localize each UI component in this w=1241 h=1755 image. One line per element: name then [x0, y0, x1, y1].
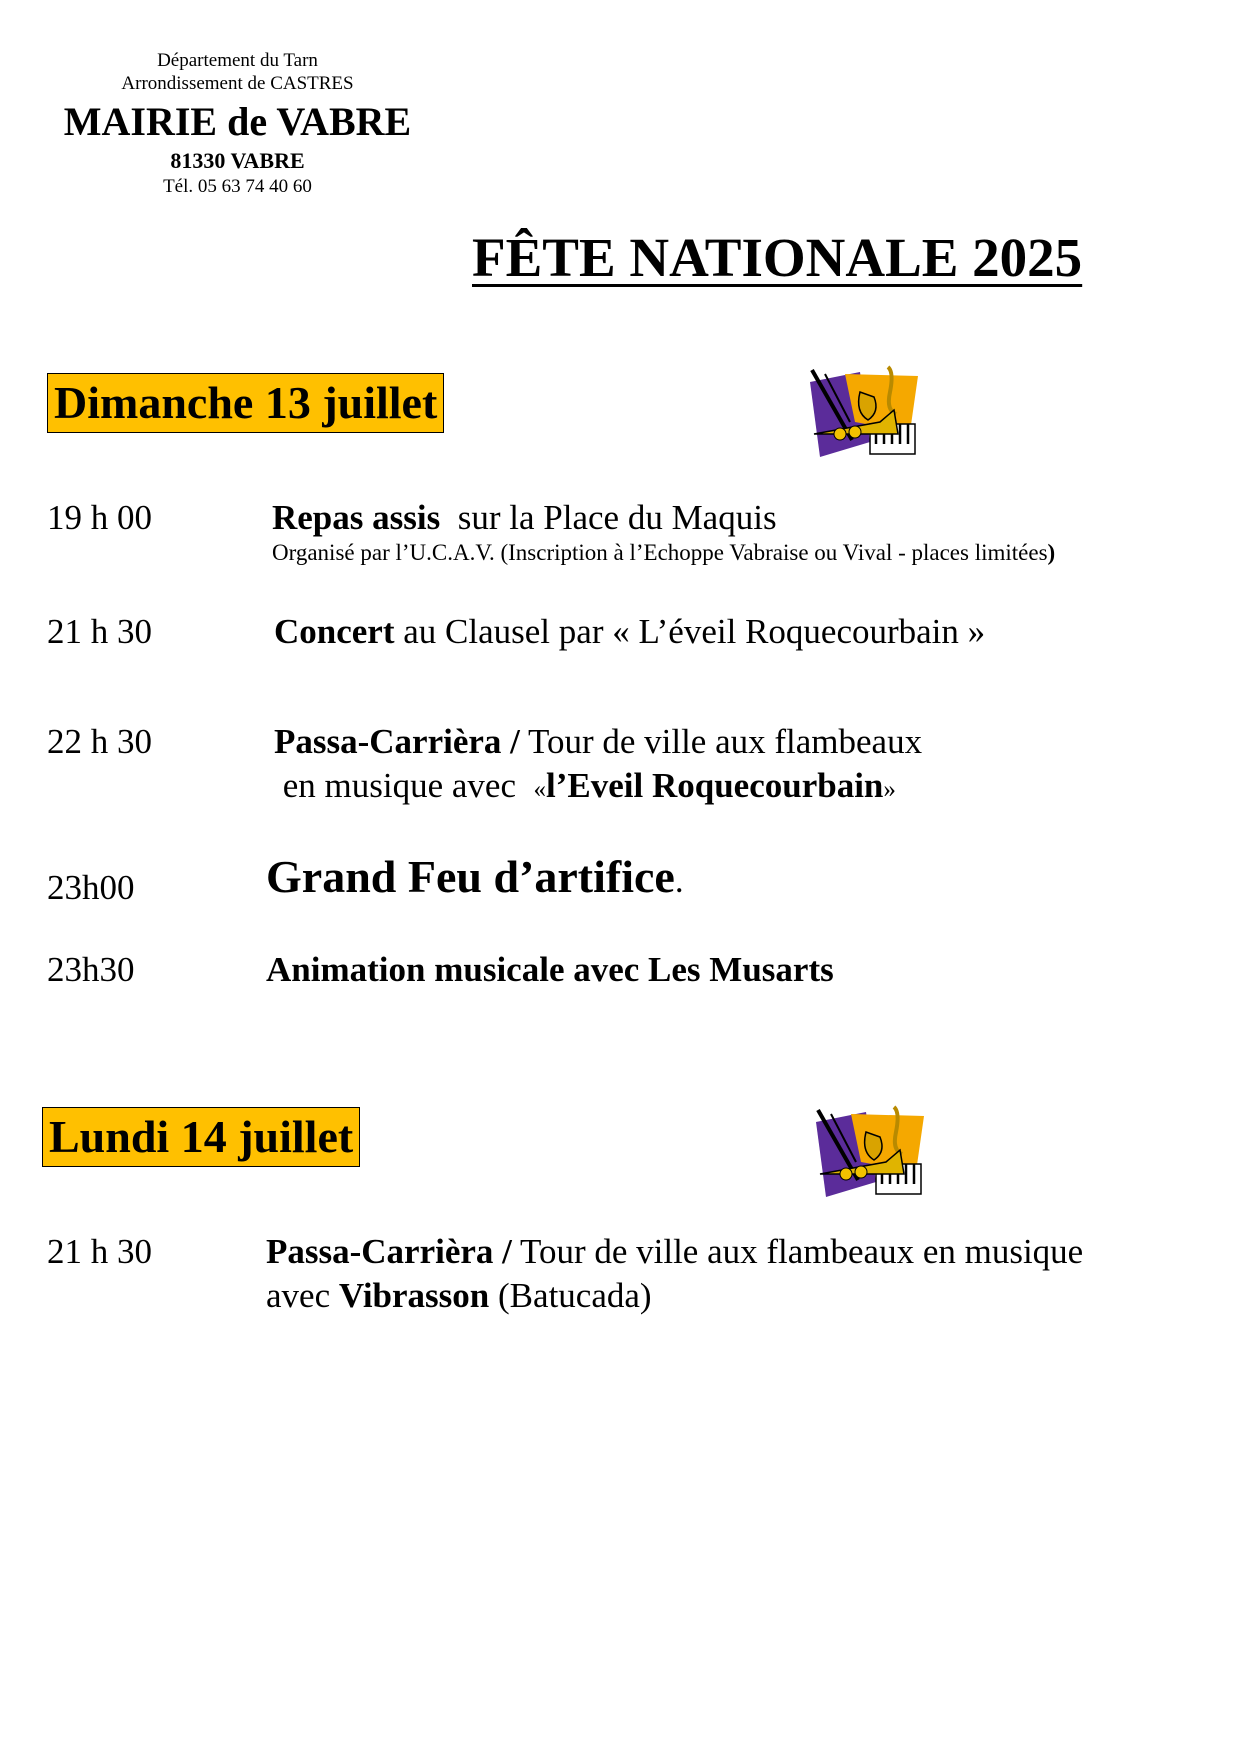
quote-open: « [533, 776, 546, 803]
event-title: Passa-Carrièra / [274, 722, 520, 761]
postal-address: 81330 VABRE [170, 148, 305, 173]
event-time: 23h00 [47, 868, 135, 907]
event-performer: Vibrasson [338, 1276, 490, 1315]
event-time: 22 h 30 [47, 722, 152, 761]
event-description [272, 498, 777, 538]
event-text: avec [266, 1276, 339, 1315]
event-time: 21 h 30 [47, 612, 152, 651]
page-title: FÊTE NATIONALE 2025 [472, 227, 1083, 288]
quote-close: » [883, 776, 896, 803]
event-description [274, 722, 922, 762]
event-text: au Clausel par « L’éveil Roquecourbain » [394, 612, 986, 651]
arrondissement-label: Arrondissement de CASTRES [121, 73, 354, 94]
event-title: Passa-Carrièra / [266, 1232, 512, 1271]
event-text: Tour de ville aux flambeaux [519, 722, 923, 761]
event-text: . [674, 861, 684, 900]
event-description [274, 612, 985, 652]
event-text: en musique avec [274, 766, 534, 805]
event-time: 19 h 00 [47, 498, 152, 537]
day-label-sunday: Dimanche 13 juillet [47, 373, 444, 433]
event-note [272, 540, 1055, 566]
event-text: Tour de ville aux flambeaux en musique [511, 1232, 1084, 1271]
event-description-line2 [266, 1276, 652, 1316]
event-text: (Batucada) [489, 1276, 652, 1315]
event-performer: l’Eveil Roquecourbain [546, 766, 884, 805]
event-note-text: Organisé par l’U.C.A.V. (Inscription à l’Echoppe Vabraise ou Vival - places limitées [272, 540, 1048, 565]
departement-label: Département du Tarn [157, 50, 318, 71]
event-title: Animation musicale avec Les Musarts [266, 950, 834, 989]
event-note-end: ) [1047, 540, 1056, 565]
event-description [266, 1232, 1083, 1272]
music-instruments-icon [806, 1102, 928, 1207]
mairie-title: MAIRIE de VABRE [63, 99, 412, 144]
event-title: Repas assis [272, 498, 441, 537]
event-text: sur la Place du Maquis [440, 498, 777, 537]
telephone: Tél. 05 63 74 40 60 [163, 176, 312, 197]
event-description-line2 [274, 766, 896, 806]
event-title: Concert [274, 612, 395, 651]
event-time: 23h30 [47, 950, 135, 989]
day-label-monday: Lundi 14 juillet [42, 1107, 360, 1167]
event-description [266, 950, 834, 990]
music-instruments-icon [800, 362, 922, 467]
event-description [266, 850, 684, 903]
event-title: Grand Feu d’artifice [266, 851, 675, 902]
event-time: 21 h 30 [47, 1232, 152, 1271]
